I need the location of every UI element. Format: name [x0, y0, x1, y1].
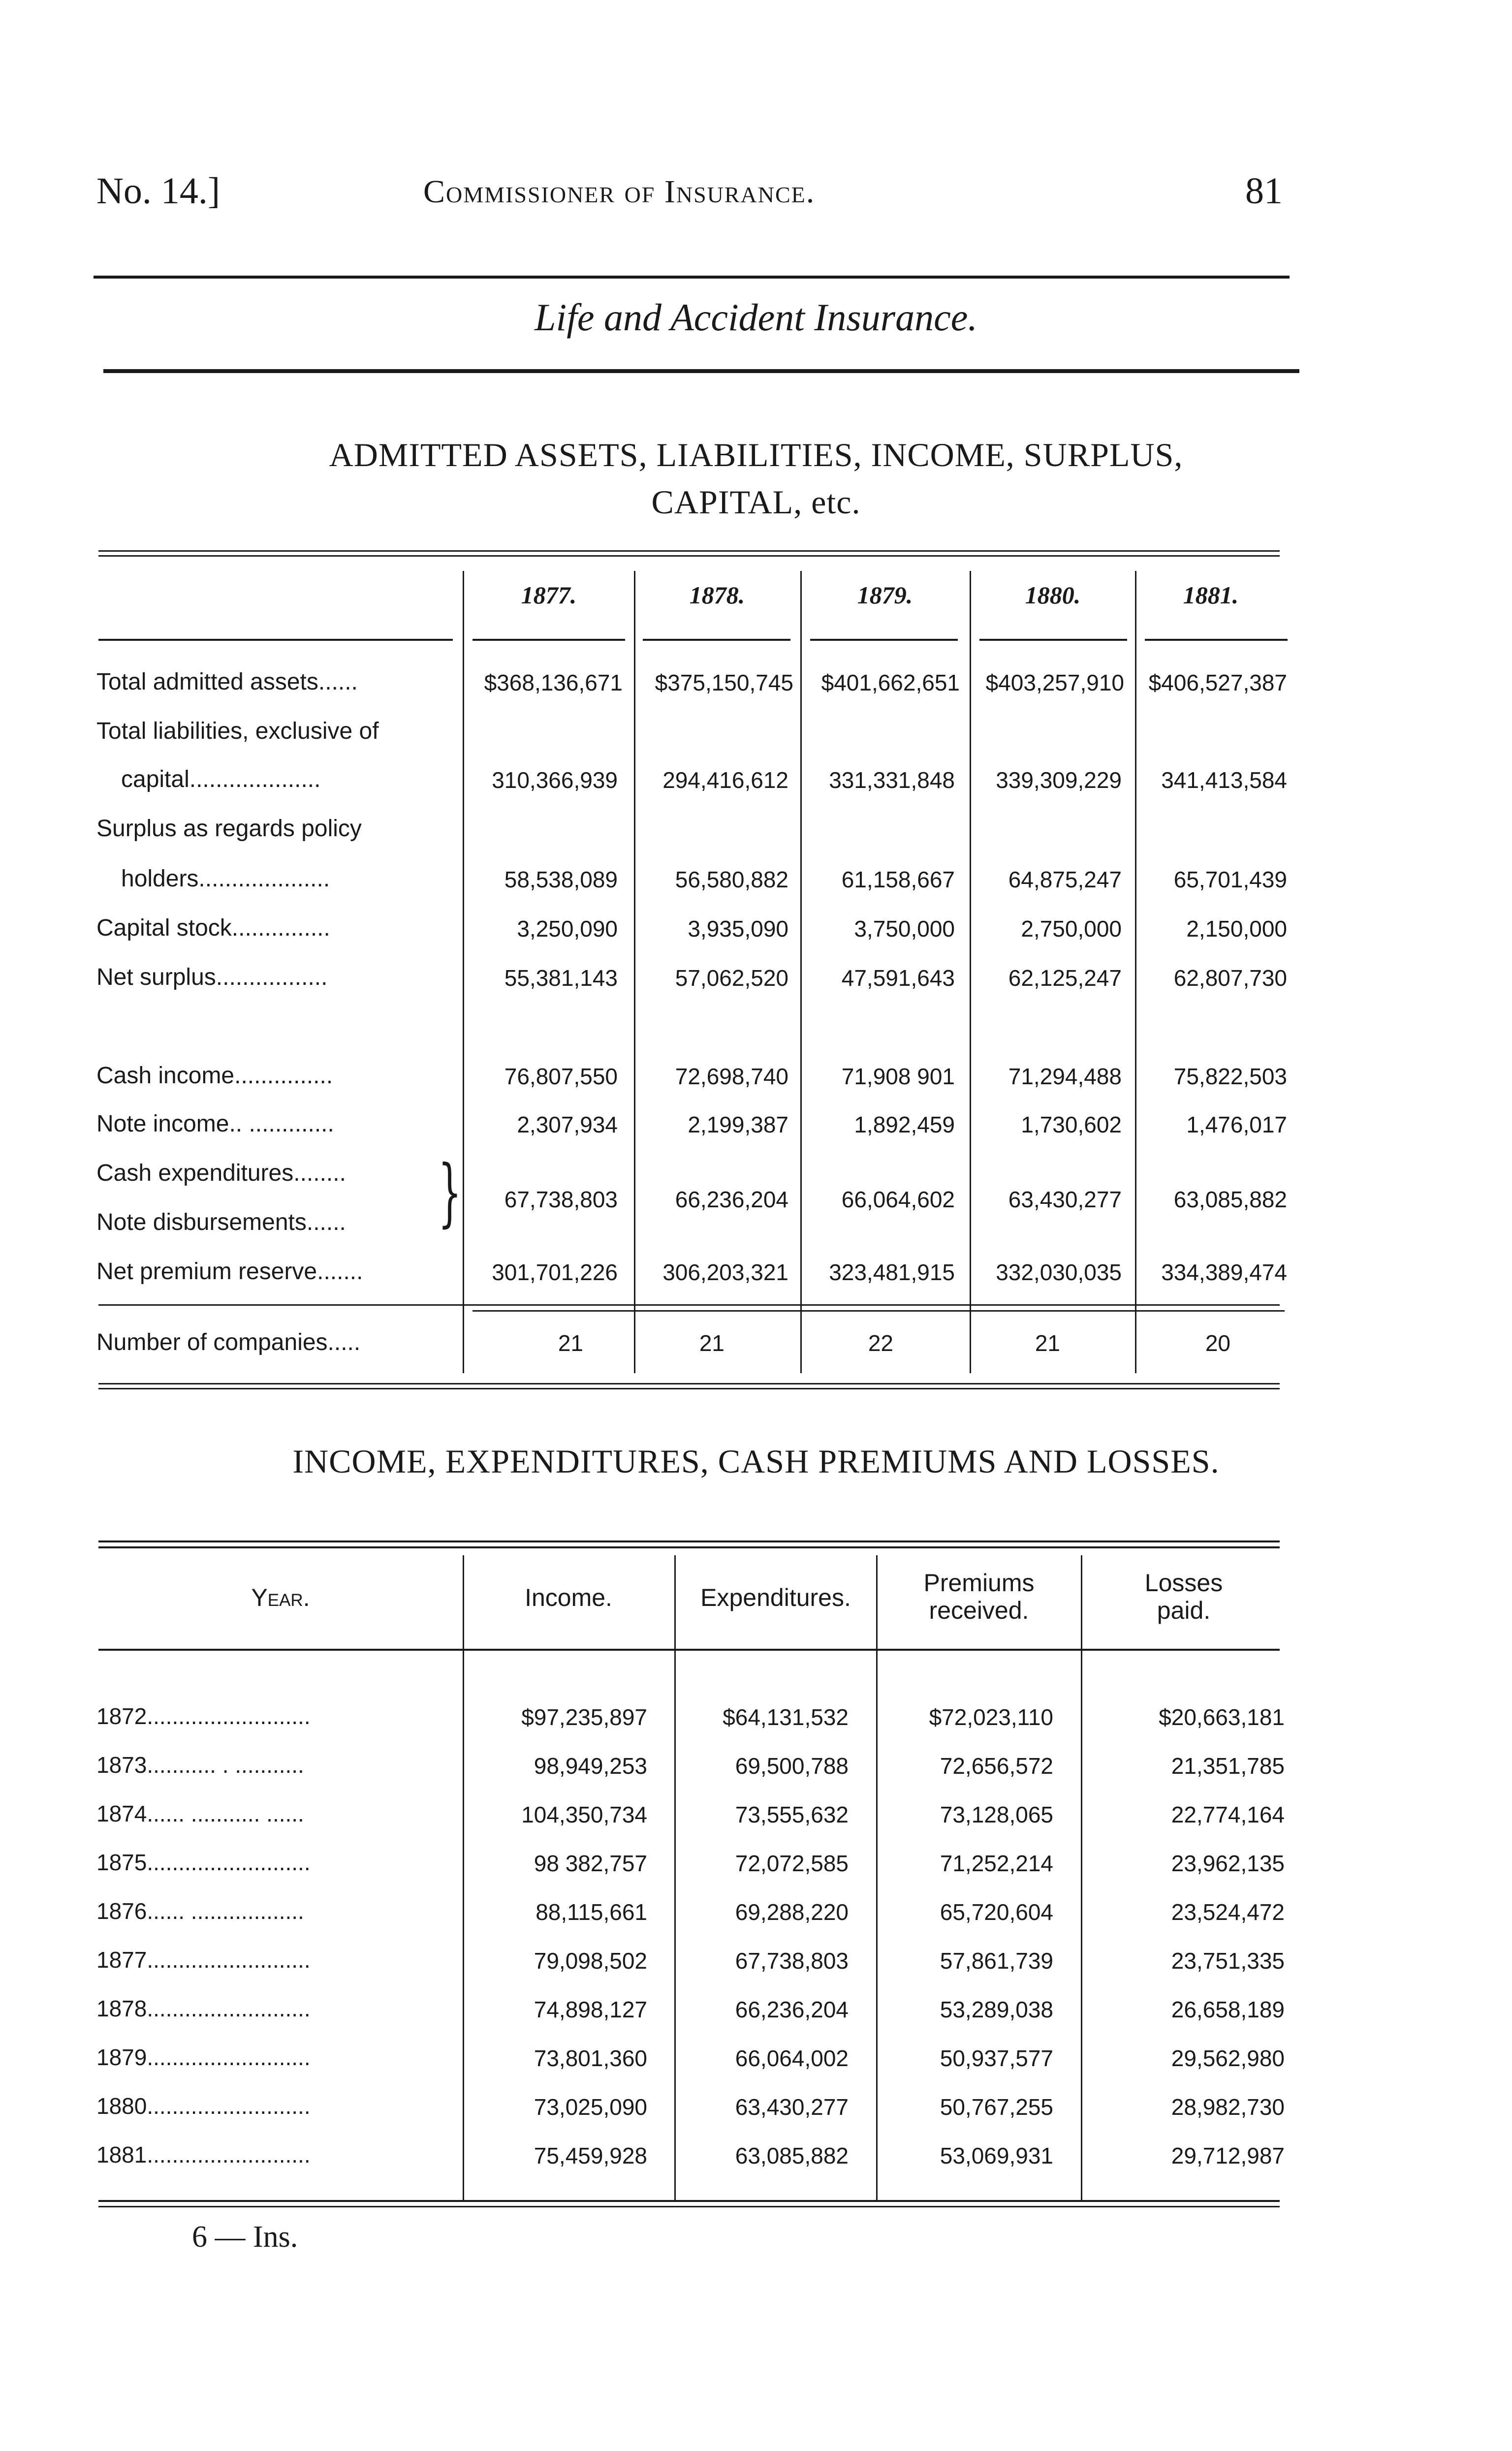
- premiums-line1: Premiums: [923, 1569, 1035, 1597]
- table1-top-rule-2: [98, 555, 1280, 557]
- expenditures-cell: 66,236,204: [735, 1997, 849, 2022]
- row-label-cash-expenditures: Cash expenditures........: [96, 1160, 346, 1186]
- table1-heading-line1: ADMITTED ASSETS, LIABILITIES, INCOME, SURPLUS,: [329, 436, 1183, 473]
- section-rule: [103, 369, 1299, 373]
- expenditures-cell: 67,738,803: [735, 1948, 849, 1974]
- income-cell: 75,459,928: [534, 2143, 647, 2168]
- cell-expenditures-1877: 67,738,803: [504, 1187, 618, 1212]
- cell-companies-1878: 21: [699, 1330, 724, 1356]
- row-label-net-surplus: Net surplus.................: [96, 964, 328, 990]
- running-header-title: Commissioner of Insurance.: [423, 174, 816, 210]
- page-series-number: No. 14.]: [96, 170, 220, 212]
- cell-net-surplus-1878: 57,062,520: [675, 965, 788, 991]
- income-cell: 74,898,127: [534, 1997, 647, 2022]
- expenditures-cell: 63,085,882: [735, 2143, 849, 2168]
- cell-note-income-1878: 2,199,387: [688, 1112, 788, 1137]
- table1-top-rule: [98, 550, 1280, 552]
- row-label-number-of-companies: Number of companies.....: [96, 1329, 361, 1355]
- table1-year-header: 1879.: [857, 581, 913, 609]
- table1-year-header: 1878.: [689, 581, 745, 609]
- losses-cell: 23,962,135: [1171, 1851, 1285, 1876]
- row-label-total-liabilities: Total liabilities, exclusive of: [96, 718, 379, 744]
- column-header-premiums: [878, 1569, 1080, 1624]
- cell-surplus-1878: 56,580,882: [675, 867, 788, 892]
- cell-capital-1879: 3,750,000: [854, 916, 955, 942]
- cell-cash-income-1878: 72,698,740: [675, 1064, 788, 1089]
- premiums-cell: $72,023,110: [929, 1704, 1053, 1730]
- cell-expenditures-1879: 66,064,602: [841, 1187, 955, 1212]
- table1-heading-line2: CAPITAL, etc.: [651, 483, 861, 521]
- cell-note-income-1881: 1,476,017: [1186, 1112, 1287, 1137]
- cell-total-assets-1879: $401,662,651: [821, 670, 960, 695]
- cell-liabilities-1881: 341,413,584: [1161, 767, 1287, 793]
- column-header-year: Year.: [251, 1584, 310, 1611]
- cell-total-assets-1877: $368,136,671: [484, 670, 623, 695]
- table1-column-divider: [463, 571, 464, 1373]
- cell-reserve-1881: 334,389,474: [1161, 1259, 1287, 1285]
- table2-column-divider: [1081, 1555, 1082, 2200]
- losses-cell: 29,712,987: [1171, 2143, 1285, 2168]
- section-title: Life and Accident Insurance.: [535, 296, 977, 339]
- year-cell: 1877..........................: [96, 1947, 311, 1973]
- cell-expenditures-1880: 63,430,277: [1008, 1187, 1122, 1212]
- brace-symbol: }: [438, 1150, 462, 1235]
- premiums-cell: 71,252,214: [940, 1851, 1053, 1876]
- row-label-total-admitted-assets: Total admitted assets......: [96, 669, 358, 695]
- cell-capital-1881: 2,150,000: [1186, 916, 1287, 942]
- cell-cash-income-1881: 75,822,503: [1173, 1064, 1287, 1089]
- premiums-cell: 53,289,038: [940, 1997, 1053, 2022]
- premiums-cell: 72,656,572: [940, 1753, 1053, 1779]
- row-label-note-disbursements: Note disbursements......: [96, 1209, 346, 1235]
- cell-companies-1880: 21: [1035, 1330, 1060, 1356]
- losses-cell: 23,524,472: [1171, 1899, 1285, 1925]
- header-rule: [94, 276, 1290, 279]
- row-label-capital: capital....................: [121, 766, 321, 792]
- table1-header-rule: [810, 639, 958, 641]
- row-label-cash-income: Cash income...............: [96, 1063, 333, 1089]
- cell-reserve-1878: 306,203,321: [662, 1259, 788, 1285]
- table1-column-divider: [970, 571, 971, 1373]
- column-header-income: Income.: [525, 1584, 612, 1611]
- expenditures-cell: 73,555,632: [735, 1802, 849, 1827]
- income-cell: 79,098,502: [534, 1948, 647, 1974]
- income-cell: 104,350,734: [521, 1802, 647, 1827]
- cell-companies-1881: 20: [1205, 1330, 1230, 1356]
- cell-expenditures-1878: 66,236,204: [675, 1187, 788, 1212]
- income-cell: $97,235,897: [521, 1704, 647, 1730]
- table1-year-header: 1877.: [521, 581, 577, 609]
- table1-header-rule: [98, 639, 453, 641]
- table1-bottom-rule: [98, 1383, 1280, 1384]
- expenditures-cell: $64,131,532: [723, 1704, 849, 1730]
- losses-line1: Losses: [1144, 1569, 1223, 1597]
- companies-separator: [98, 1304, 1280, 1306]
- premiums-cell: 53,069,931: [940, 2143, 1053, 2168]
- expenditures-cell: 66,064,002: [735, 2045, 849, 2071]
- income-cell: 88,115,661: [536, 1899, 647, 1925]
- year-cell: 1879..........................: [96, 2044, 311, 2070]
- table2-bottom-rule: [98, 2200, 1280, 2202]
- table1-header-rule: [979, 639, 1127, 641]
- cell-surplus-1877: 58,538,089: [504, 867, 618, 892]
- row-label-holders: holders....................: [121, 866, 330, 892]
- cell-net-surplus-1879: 47,591,643: [841, 965, 955, 991]
- cell-surplus-1879: 61,158,667: [841, 867, 955, 892]
- cell-note-income-1879: 1,892,459: [854, 1112, 955, 1137]
- cell-net-surplus-1880: 62,125,247: [1008, 965, 1122, 991]
- cell-note-income-1880: 1,730,602: [1021, 1112, 1122, 1137]
- table2-column-divider: [876, 1555, 878, 2200]
- cell-reserve-1877: 301,701,226: [492, 1259, 618, 1285]
- cell-total-assets-1880: $403,257,910: [985, 670, 1124, 695]
- losses-cell: 29,562,980: [1171, 2045, 1285, 2071]
- losses-cell: 28,982,730: [1171, 2094, 1285, 2120]
- losses-cell: 21,351,785: [1171, 1753, 1285, 1779]
- cell-surplus-1881: 65,701,439: [1173, 867, 1287, 892]
- table1-header-rule: [472, 639, 625, 641]
- cell-capital-1877: 3,250,090: [517, 916, 618, 942]
- year-cell: 1881..........................: [96, 2142, 311, 2168]
- table1-heading: [0, 431, 1512, 526]
- cell-cash-income-1879: 71,908 901: [841, 1064, 955, 1089]
- table2-heading: INCOME, EXPENDITURES, CASH PREMIUMS AND LOSSES.: [292, 1443, 1220, 1480]
- row-label-surplus-policy: Surplus as regards policy: [96, 816, 362, 842]
- row-label-capital-stock: Capital stock...............: [96, 915, 330, 941]
- table1-column-divider: [800, 571, 802, 1373]
- cell-expenditures-1881: 63,085,882: [1173, 1187, 1287, 1212]
- year-cell: 1875..........................: [96, 1850, 311, 1875]
- table1-header-rule: [1145, 639, 1288, 641]
- year-cell: 1876...... ..................: [96, 1898, 304, 1924]
- cell-note-income-1877: 2,307,934: [517, 1112, 618, 1137]
- year-cell: 1880..........................: [96, 2093, 311, 2119]
- year-cell: 1878..........................: [96, 1996, 311, 2021]
- table1-bottom-rule-2: [98, 1388, 1280, 1389]
- losses-cell: 22,774,164: [1171, 1802, 1285, 1827]
- row-label-net-premium-reserve: Net premium reserve.......: [96, 1258, 363, 1285]
- table1-year-header: 1881.: [1183, 581, 1239, 609]
- cell-total-assets-1878: $375,150,745: [655, 670, 793, 695]
- premiums-line2: received.: [929, 1597, 1029, 1624]
- income-cell: 73,025,090: [534, 2094, 647, 2120]
- losses-line2: paid.: [1157, 1597, 1211, 1624]
- losses-cell: 23,751,335: [1171, 1948, 1285, 1974]
- table1-year-header: 1880.: [1025, 581, 1081, 609]
- signature-mark: 6 — Ins.: [192, 2220, 298, 2254]
- cell-reserve-1879: 323,481,915: [829, 1259, 955, 1285]
- premiums-cell: 57,861,739: [940, 1948, 1053, 1974]
- losses-cell: 26,658,189: [1171, 1997, 1285, 2022]
- cell-liabilities-1877: 310,366,939: [492, 767, 618, 793]
- row-label-note-income: Note income.. .............: [96, 1111, 334, 1137]
- table2-column-divider: [674, 1555, 676, 2200]
- income-cell: 98,949,253: [534, 1753, 647, 1779]
- companies-separator-2: [472, 1310, 1285, 1312]
- income-cell: 73,801,360: [534, 2045, 647, 2071]
- cell-liabilities-1879: 331,331,848: [829, 767, 955, 793]
- year-cell: 1872..........................: [96, 1703, 311, 1729]
- table1-column-divider: [1135, 571, 1136, 1373]
- cell-cash-income-1880: 71,294,488: [1008, 1064, 1122, 1089]
- expenditures-cell: 72,072,585: [735, 1851, 849, 1876]
- premiums-cell: 65,720,604: [940, 1899, 1053, 1925]
- page-number: 81: [1245, 170, 1283, 212]
- table1-header-rule: [643, 639, 790, 641]
- table2-column-divider: [463, 1555, 464, 2200]
- cell-net-surplus-1881: 62,807,730: [1173, 965, 1287, 991]
- cell-total-assets-1881: $406,527,387: [1148, 670, 1287, 695]
- cell-capital-1878: 3,935,090: [688, 916, 788, 942]
- column-header-losses: [1083, 1569, 1285, 1624]
- expenditures-cell: 69,288,220: [735, 1899, 849, 1925]
- cell-capital-1880: 2,750,000: [1021, 916, 1122, 942]
- cell-cash-income-1877: 76,807,550: [504, 1064, 618, 1089]
- cell-reserve-1880: 332,030,035: [996, 1259, 1122, 1285]
- table2-top-rule: [98, 1540, 1280, 1542]
- table1-column-divider: [634, 571, 635, 1373]
- cell-companies-1877: 21: [558, 1330, 583, 1356]
- expenditures-cell: 63,430,277: [735, 2094, 849, 2120]
- income-cell: 98 382,757: [534, 1851, 647, 1876]
- cell-liabilities-1878: 294,416,612: [662, 767, 788, 793]
- cell-surplus-1880: 64,875,247: [1008, 867, 1122, 892]
- table2-top-rule-2: [98, 1546, 1280, 1548]
- losses-cell: $20,663,181: [1159, 1704, 1285, 1730]
- expenditures-cell: 69,500,788: [735, 1753, 849, 1779]
- cell-companies-1879: 22: [868, 1330, 893, 1356]
- premiums-cell: 50,937,577: [940, 2045, 1053, 2071]
- premiums-cell: 50,767,255: [940, 2094, 1053, 2120]
- table2-bottom-rule-2: [98, 2206, 1280, 2207]
- year-cell: 1873........... . ...........: [96, 1752, 304, 1778]
- cell-net-surplus-1877: 55,381,143: [504, 965, 618, 991]
- premiums-cell: 73,128,065: [940, 1802, 1053, 1827]
- column-header-expenditures: Expenditures.: [700, 1584, 851, 1611]
- year-cell: 1874...... ........... ......: [96, 1801, 304, 1826]
- cell-liabilities-1880: 339,309,229: [996, 767, 1122, 793]
- table2-header-rule: [98, 1649, 1280, 1651]
